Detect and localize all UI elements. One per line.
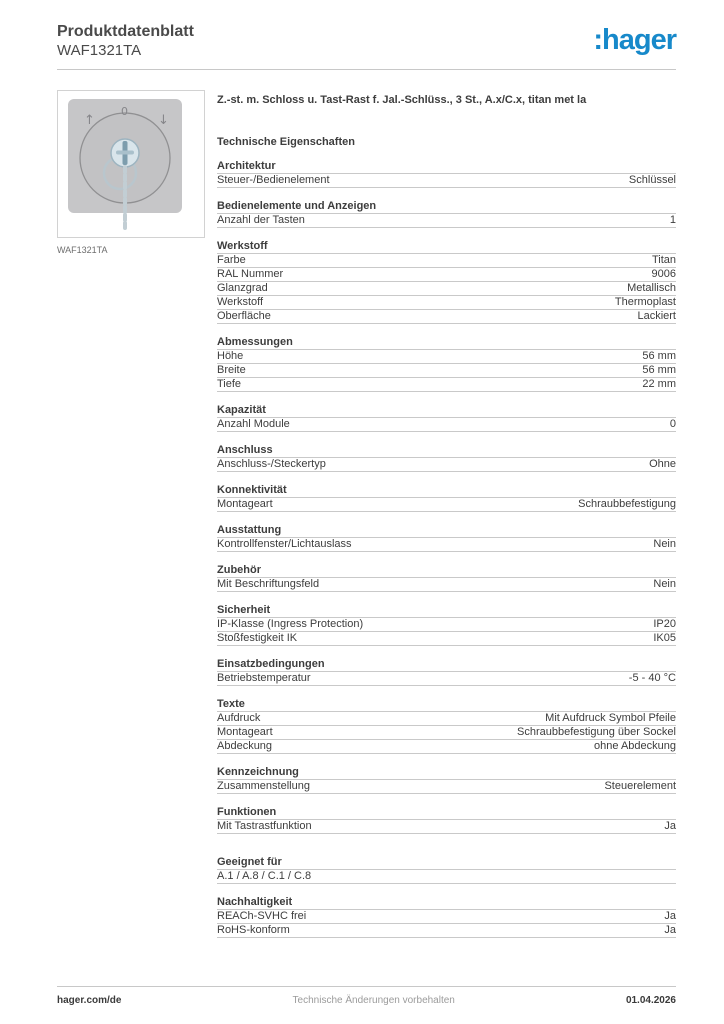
product-image — [57, 90, 205, 238]
spec-row — [217, 418, 676, 432]
spec-label: Mit Tastrastfunktion — [217, 820, 312, 832]
spec-label: IP-Klasse (Ingress Protection) — [217, 618, 364, 630]
spec-label: Mit Beschriftungsfeld — [217, 578, 320, 590]
spec-label: Betriebstemperatur — [217, 672, 311, 684]
spec-section — [217, 806, 676, 834]
spec-section — [217, 404, 676, 432]
spec-label: Oberfläche — [217, 310, 271, 322]
spec-value: Metallisch — [627, 282, 676, 294]
arrow-down-symbol: ↓ — [158, 113, 169, 128]
spec-label: Aufdruck — [217, 712, 261, 724]
section-rows — [217, 780, 676, 794]
spec-row — [217, 174, 676, 188]
spec-row — [217, 726, 676, 740]
spec-value: Ja — [664, 910, 676, 922]
section-title: Einsatzbedingungen — [217, 658, 676, 672]
section-rows — [217, 712, 676, 754]
spec-row — [217, 364, 676, 378]
spec-row — [217, 458, 676, 472]
section-title: Abmessungen — [217, 336, 676, 350]
section-title: Nachhaltigkeit — [217, 896, 676, 910]
spec-label: RAL Nummer — [217, 268, 284, 280]
spec-row — [217, 350, 676, 364]
spec-value: Schraubbefestigung — [578, 498, 676, 510]
spec-section — [217, 484, 676, 512]
spec-value: Ja — [664, 820, 676, 832]
section-title: Anschluss — [217, 444, 676, 458]
section-rows — [217, 820, 676, 834]
spec-value: Schlüssel — [628, 174, 676, 186]
spec-value: IP20 — [653, 618, 676, 630]
spec-label: Montageart — [217, 498, 273, 510]
spec-label: Tiefe — [217, 378, 242, 390]
spec-row — [217, 538, 676, 552]
section-title: Zubehör — [217, 564, 676, 578]
section-title: Werkstoff — [217, 240, 676, 254]
section-rows — [217, 350, 676, 392]
spec-value: Titan — [651, 254, 676, 266]
spec-row — [217, 268, 676, 282]
section-rows — [217, 418, 676, 432]
spec-section — [217, 524, 676, 552]
section-rows — [217, 672, 676, 686]
section-title: Sicherheit — [217, 604, 676, 618]
section-rows — [217, 498, 676, 512]
content-area — [0, 70, 724, 938]
specs-title: Technische Eigenschaften — [217, 136, 355, 148]
spec-row — [217, 780, 676, 794]
spec-value: Schraubbefestigung über Sockel — [517, 726, 676, 738]
spec-value: ohne Abdeckung — [594, 740, 676, 752]
spec-label: Abdeckung — [217, 740, 273, 752]
spec-label: Stoßfestigkeit IK — [217, 632, 298, 644]
product-image-caption: WAF1321TA — [57, 245, 108, 255]
spec-label: RoHS-konform — [217, 924, 290, 936]
spec-label: Farbe — [217, 254, 246, 266]
footer-website: hager.com/de — [57, 995, 122, 1006]
page-title: Produktdatenblatt — [57, 23, 194, 40]
section-rows — [217, 618, 676, 646]
section-title: Konnektivität — [217, 484, 676, 498]
spec-section — [217, 604, 676, 646]
spec-section — [217, 160, 676, 188]
section-rows — [217, 870, 676, 884]
spec-label: Anzahl der Tasten — [217, 214, 305, 226]
arrow-up-symbol: ↑ — [84, 113, 95, 128]
section-title: Kapazität — [217, 404, 676, 418]
section-title: Funktionen — [217, 806, 676, 820]
spec-label: Anzahl Module — [217, 418, 290, 430]
section-title: Kennzeichnung — [217, 766, 676, 780]
spec-value: 56 mm — [642, 350, 676, 362]
key-switch-illustration — [58, 91, 204, 237]
spec-row — [217, 296, 676, 310]
section-title: Geeignet für — [217, 856, 676, 870]
spec-section — [217, 856, 676, 884]
spec-value: Lackiert — [637, 310, 676, 322]
spec-value: Nein — [653, 578, 676, 590]
spec-value: 1 — [669, 214, 676, 226]
spec-row — [217, 378, 676, 392]
spec-section — [217, 200, 676, 228]
zero-symbol: 0 — [121, 105, 128, 118]
spec-value: Ohne — [649, 458, 676, 470]
spec-row — [217, 578, 676, 592]
spec-section — [217, 444, 676, 472]
spec-row — [217, 870, 676, 884]
spec-value: Thermoplast — [614, 296, 676, 308]
section-title: Texte — [217, 698, 676, 712]
spec-label: A.1 / A.8 / C.1 / C.8 — [217, 870, 312, 882]
spec-row — [217, 282, 676, 296]
spec-row — [217, 618, 676, 632]
section-rows — [217, 458, 676, 472]
spec-value: Nein — [653, 538, 676, 550]
spec-value: Ja — [664, 924, 676, 936]
spec-row — [217, 498, 676, 512]
spec-value: 56 mm — [642, 364, 676, 376]
spec-row — [217, 910, 676, 924]
spec-section — [217, 658, 676, 686]
product-description: Z.-st. m. Schloss u. Tast-Rast f. Jal.-Schlüss., 3 St., A.x/C.x, titan met la — [217, 94, 587, 106]
spec-section — [217, 896, 676, 938]
hager-logo: :hager — [593, 24, 676, 56]
spec-value: 0 — [669, 418, 676, 430]
product-reference: WAF1321TA — [57, 42, 142, 59]
spec-label: Breite — [217, 364, 246, 376]
spec-value: Mit Aufdruck Symbol Pfeile — [545, 712, 676, 724]
spec-value: IK05 — [653, 632, 676, 644]
spec-label: REACh-SVHC frei — [217, 910, 307, 922]
spec-label: Zusammenstellung — [217, 780, 310, 792]
footer-disclaimer: Technische Änderungen vorbehalten — [292, 995, 455, 1006]
spec-value: -5 - 40 °C — [628, 672, 676, 684]
section-rows — [217, 174, 676, 188]
spec-row — [217, 214, 676, 228]
specs-sections — [217, 160, 676, 938]
section-title: Bedienelemente und Anzeigen — [217, 200, 676, 214]
footer-divider — [57, 986, 676, 987]
spec-value: Steuerelement — [604, 780, 676, 792]
footer-date: 01.04.2026 — [625, 995, 676, 1006]
spec-section — [217, 240, 676, 324]
spec-row — [217, 672, 676, 686]
spec-section — [217, 336, 676, 392]
section-title: Architektur — [217, 160, 676, 174]
spec-value: 22 mm — [642, 378, 676, 390]
section-title: Ausstattung — [217, 524, 676, 538]
section-rows — [217, 254, 676, 324]
section-rows — [217, 214, 676, 228]
spec-label: Kontrollfenster/Lichtauslass — [217, 538, 352, 550]
spec-row — [217, 310, 676, 324]
page-header — [0, 0, 724, 60]
spec-label: Höhe — [217, 350, 244, 362]
header-text-block — [57, 22, 194, 60]
spec-section — [217, 564, 676, 592]
spec-label: Steuer-/Bedienelement — [217, 174, 330, 186]
spec-label: Montageart — [217, 726, 273, 738]
section-rows — [217, 538, 676, 552]
specs-column — [217, 90, 676, 938]
spec-row — [217, 632, 676, 646]
page-footer — [57, 986, 676, 1006]
spec-row — [217, 820, 676, 834]
section-rows — [217, 578, 676, 592]
spec-section — [217, 698, 676, 754]
spec-row — [217, 924, 676, 938]
spec-label: Werkstoff — [217, 296, 264, 308]
spec-label: Glanzgrad — [217, 282, 268, 294]
spec-row — [217, 254, 676, 268]
spec-row — [217, 712, 676, 726]
spec-value: 9006 — [651, 268, 676, 280]
product-image-column — [57, 90, 217, 938]
spec-row — [217, 740, 676, 754]
spec-section — [217, 766, 676, 794]
spec-label: Anschluss-/Steckertyp — [217, 458, 326, 470]
section-rows — [217, 910, 676, 938]
